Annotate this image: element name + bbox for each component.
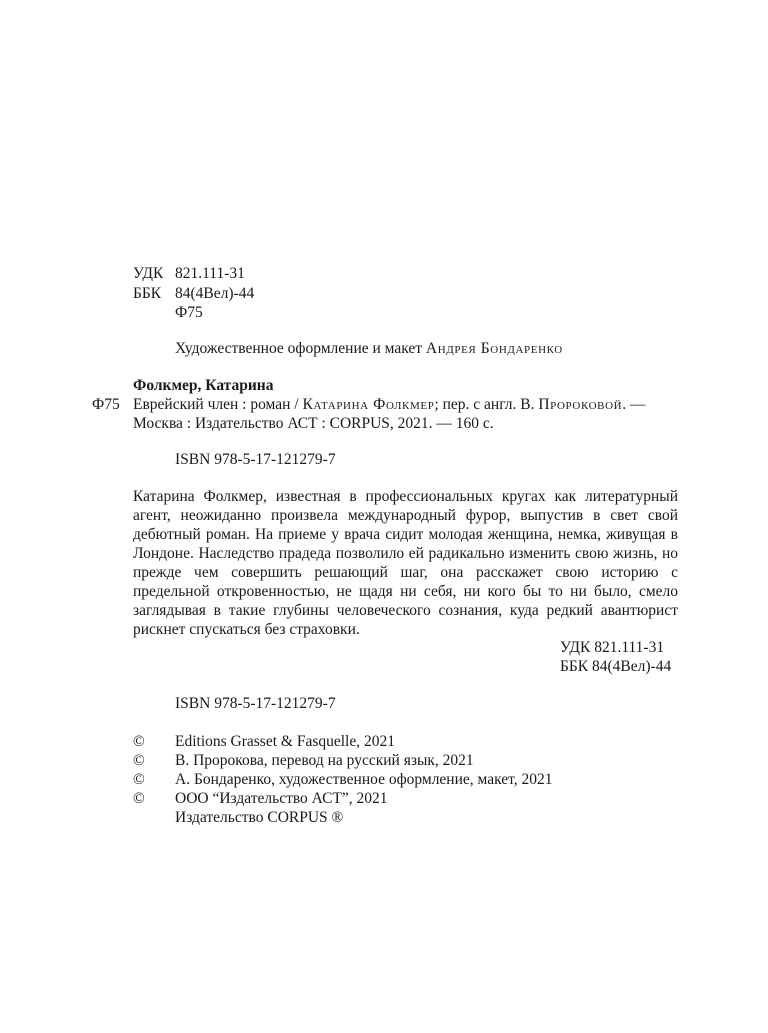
- isbn-bottom: ISBN 978-5-17-121279-7: [175, 695, 336, 712]
- copyright-line: [133, 770, 553, 789]
- author-mark: Ф75: [175, 304, 203, 321]
- copyright-line: [133, 808, 343, 827]
- bibliography-title: Еврейский член : роман /: [133, 396, 303, 413]
- bibliography-line-1: [133, 395, 645, 414]
- bbk-value: 84(4Вел)-44: [175, 285, 255, 302]
- bibliography-translation: ; пер. с англ. В.: [434, 396, 539, 413]
- bibliography-heading: Фолкмер, Катарина: [133, 377, 274, 394]
- copyright-text: В. Пророкова, перевод на русский язык, 2021: [175, 752, 474, 769]
- copyright-symbol: ©: [133, 771, 145, 788]
- copyright-text: Издательство CORPUS ®: [175, 809, 344, 826]
- bbk-bottom: ББК 84(4Вел)-44: [560, 658, 672, 675]
- bibliography-line-2: Москва : Издательство АСТ : CORPUS, 2021. — 160 с.: [133, 415, 494, 432]
- copyright-symbol: ©: [133, 790, 145, 807]
- copyright-text: А. Бондаренко, художественное оформление, макет, 2021: [175, 771, 553, 788]
- udk-bottom: УДК 821.111-31: [560, 639, 665, 656]
- design-credit: [175, 339, 563, 358]
- copyright-symbol: ©: [133, 752, 145, 769]
- bibliography-translator: Пророковой: [538, 396, 623, 413]
- bbk-label: ББК: [133, 285, 162, 302]
- copyright-text: ООО “Издательство АСТ”, 2021: [175, 790, 388, 807]
- isbn-top: ISBN 978-5-17-121279-7: [175, 451, 336, 468]
- udk-label: УДК: [133, 265, 164, 282]
- bibliography-side-mark: Ф75: [92, 396, 120, 413]
- design-credit-text: Художественное оформление и макет: [175, 340, 426, 357]
- annotation: [133, 487, 678, 639]
- copyright-line: [133, 732, 395, 751]
- copyright-text: Editions Grasset & Fasquelle, 2021: [175, 733, 395, 750]
- copyright-line: [133, 751, 474, 770]
- copyright-line: [133, 789, 388, 808]
- bibliography-dash: . —: [622, 396, 646, 413]
- udk-value: 821.111-31: [175, 265, 245, 282]
- bibliography-author: Катарина Фолкмер: [302, 396, 435, 413]
- designer-name: Андрея Бондаренко: [425, 340, 563, 357]
- annotation-text: Катарина Фолкмер, известная в профессиональных кругах как литературный агент, неожиданно произвела международный фурор, выпустив в свет свой дебютный роман. На приеме у врача сидит молодая женщина, немка, живущая в Лондоне. Наследство прадеда позволило ей радикально изменить свою жизнь, но прежде чем совершить решающий шаг, она расскажет свою историю с предельной откровенностью, не щадя ни себя, ни кого бы то ни было, смело заглядывая в такие глубины человеческого сознания, куда редкий авантюрист рискнет спускаться без страховки.: [133, 488, 678, 638]
- copyright-symbol: ©: [133, 733, 145, 750]
